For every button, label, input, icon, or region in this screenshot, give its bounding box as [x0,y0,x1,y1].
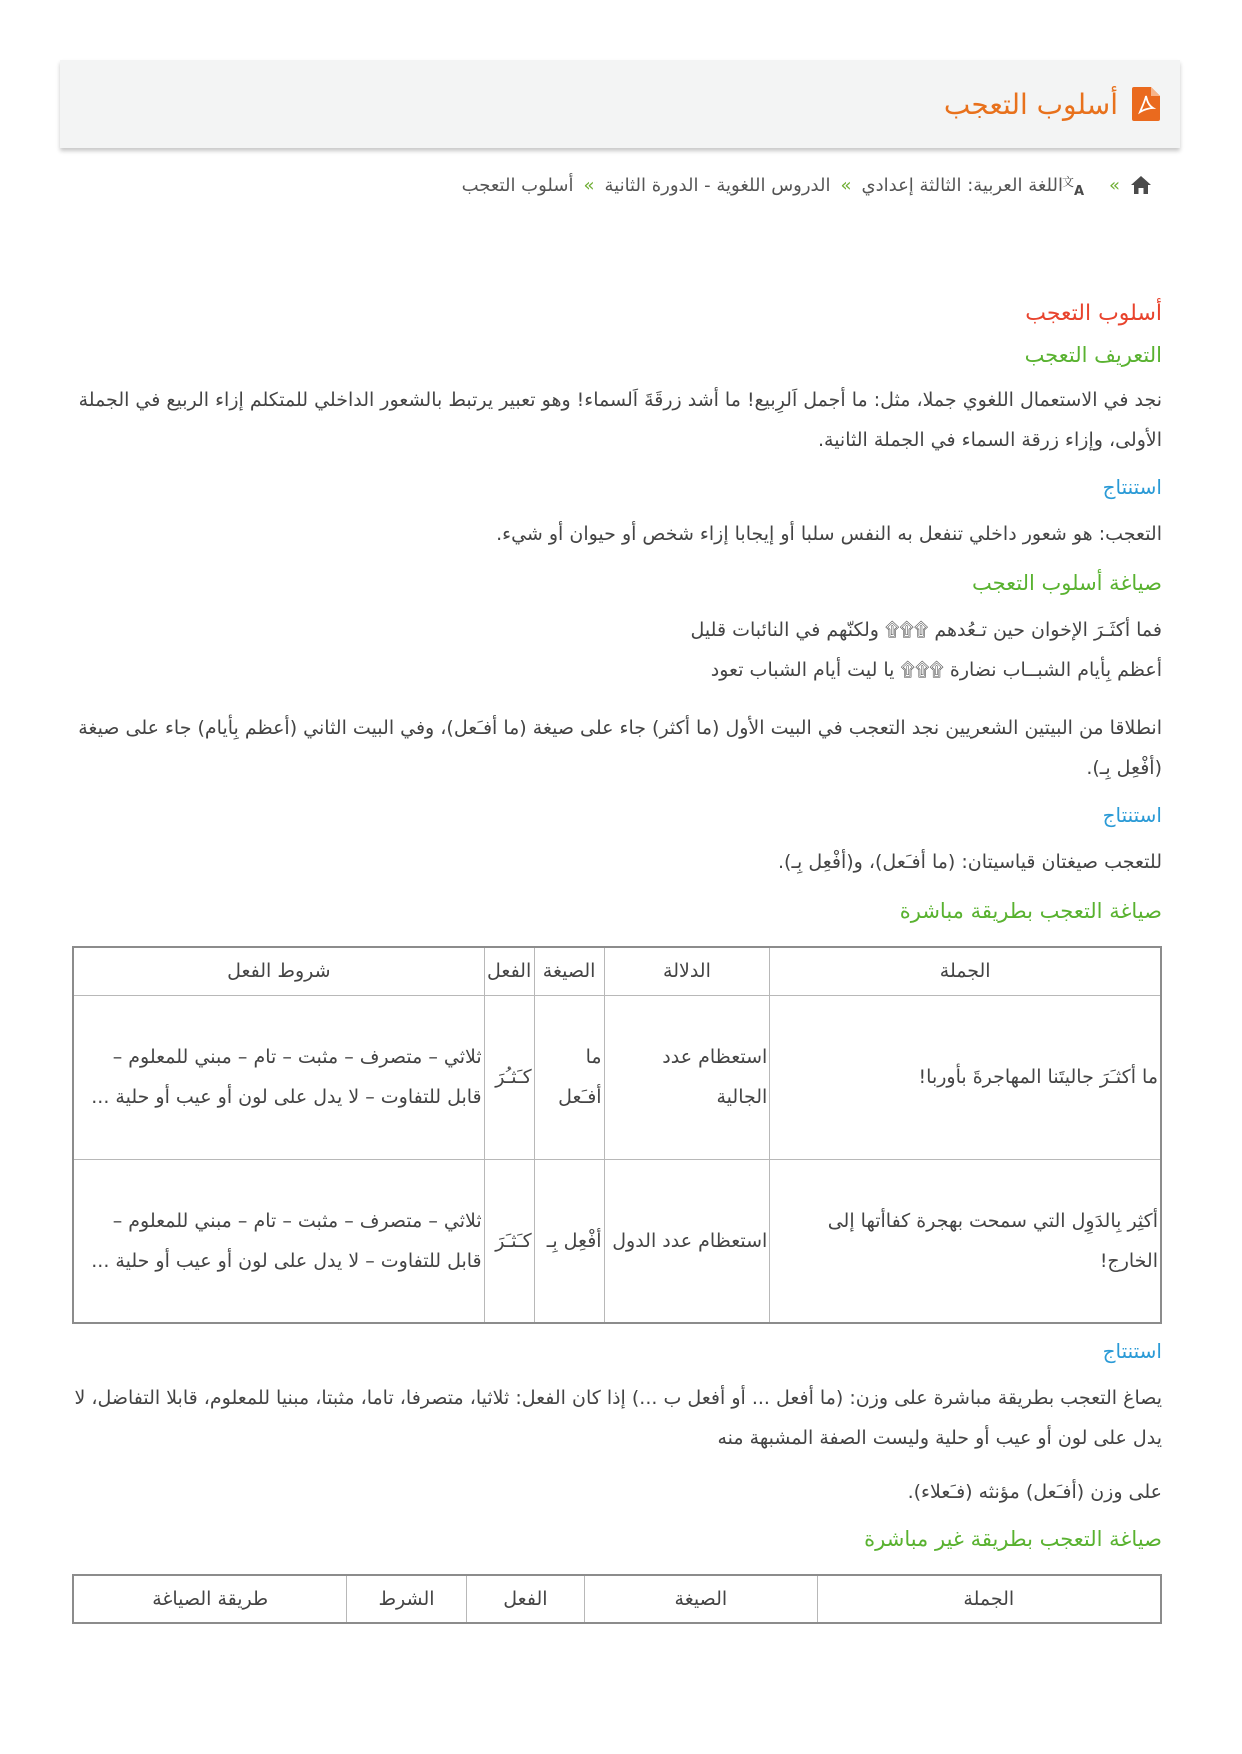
conclusion-heading: استنتاج [1102,803,1162,827]
conclusion-heading: استنتاج [1102,1339,1162,1363]
table-cell-meaning: استعظام عدد الدول [604,1159,770,1323]
formation-paragraph: انطلاقا من البيتين الشعريين نجد التعجب في البيت الأول (ما أكثر) جاء على صيغة (ما أفـَعل)، وفي البيت الثاني (أعظم بِأيام) جاء على صيغة (أفْعِل بِـ). [78,717,1162,779]
breadcrumb [462,170,1152,200]
table-cell-form: أفْعِل بِـ [534,1159,604,1323]
table-row [73,1159,1161,1323]
table-cell-sentence: ما أكثـَرَ جاليتَنا المهاجرةَ بأوربا! [770,995,1161,1159]
column-header: الشرط [347,1575,466,1623]
table-cell-conditions: ثلاثي – متصرف – مثبت – تام – مبني للمعلوم – قابل للتفاوت – لا يدل على لون أو عيب أو حلية ... [73,995,484,1159]
table-header-row [73,947,1161,995]
pdf-icon[interactable] [1132,87,1160,121]
section-heading-definition: التعريف التعجب [1024,343,1162,367]
breadcrumb-item-subject[interactable]: اللغة العربية: الثالثة إعدادي [861,174,1063,196]
table-cell-sentence: أكثِر بِالدَوِل التي سمحت بهجرة كفاأتها إلى الخارج! [770,1159,1161,1323]
direct-formation-table [72,946,1162,1324]
section-heading-direct: صياغة التعجب بطريقة مباشرة [899,899,1162,923]
breadcrumb-item-lessons[interactable]: الدروس اللغوية - الدورة الثانية [604,174,831,196]
svg-text:A: A [1073,184,1084,199]
breadcrumb-separator: » [583,174,595,196]
page-header [60,60,1180,148]
column-header: الصيغة [585,1575,817,1623]
column-header: طريقة الصياغة [73,1575,347,1623]
conclusion-heading: استنتاج [1102,475,1162,499]
column-header: الصيغة [534,947,604,995]
breadcrumb-separator: » [840,174,852,196]
lesson-title: أسلوب التعجب [1025,301,1162,326]
conclusion-paragraph: التعجب: هو شعور داخلي تنفعل به النفس سلبا أو إيجابا إزاء شخص أو حيوان أو شيء. [496,523,1162,545]
table-cell-meaning: استعظام عدد الجالية [604,995,770,1159]
table-row [73,995,1161,1159]
translate-icon [1061,173,1099,199]
section-heading-indirect: صياغة التعجب بطريقة غير مباشرة [864,1527,1162,1551]
conclusion-paragraph: للتعجب صيغتان قياسيتان: (ما أفـَعل)، و(أفْعِل بِـ). [778,851,1162,873]
column-header: الجملة [817,1575,1161,1623]
table-cell-conditions: ثلاثي – متصرف – مثبت – تام – مبني للمعلوم – قابل للتفاوت – لا يدل على لون أو عيب أو حلية ... [73,1159,484,1323]
column-header: الفعل [484,947,534,995]
table-cell-verb: كـَثـُرَ [484,995,534,1159]
indirect-formation-table [72,1574,1162,1624]
table-cell-form: ما أفـَعل [534,995,604,1159]
column-header: شروط الفعل [73,947,484,995]
lesson-content [72,296,1162,1624]
poem-verse: فما أكثَـرَ الإخوان حين تـعُدهم ۩۩۩ ولكنّهم في النائبات قليل [690,619,1162,641]
column-header: الجملة [770,947,1161,995]
svg-text:文: 文 [1061,175,1074,189]
section-heading-formation: صياغة أسلوب التعجب [971,571,1162,595]
column-header: الفعل [466,1575,584,1623]
page-title: أسلوب التعجب [943,87,1118,121]
home-icon[interactable] [1130,175,1152,195]
breadcrumb-item-current: أسلوب التعجب [461,174,574,196]
poem-verse: أعظم بِأيام الشبــاب نضارة ۩۩۩ يا ليت أيام الشباب تعود [710,659,1162,681]
table-cell-verb: كـَثـَرَ [484,1159,534,1323]
conclusion-paragraph: يصاغ التعجب بطريقة مباشرة على وزن: (ما أفعل ... أو أفعل ب ...) إذا كان الفعل: ثلاثيا، متصرفا، تاما، مثبتا، مبنيا للمعلوم، قابلا التفاضل، لا يدل على لون أو عيب أو حلية وليست الصفة المشبهة منه [74,1387,1162,1449]
column-header: الدلالة [604,947,770,995]
definition-paragraph: نجد في الاستعمال اللغوي جملا، مثل: ما أجمل اَلرِبيع! ما أشد زرقَةَ اَلسماء! وهو تعبير يرتبط بالشعور الداخلي للمتكلم إزاء الربيع في الجملة الأولى، وإزاء زرقة السماء في الجملة الثانية. [78,389,1162,451]
conclusion-paragraph: على وزن (أفـَعل) مؤنثه (فـَعلاء). [907,1481,1162,1503]
breadcrumb-separator: » [1108,174,1120,196]
table-header-row [73,1575,1161,1623]
